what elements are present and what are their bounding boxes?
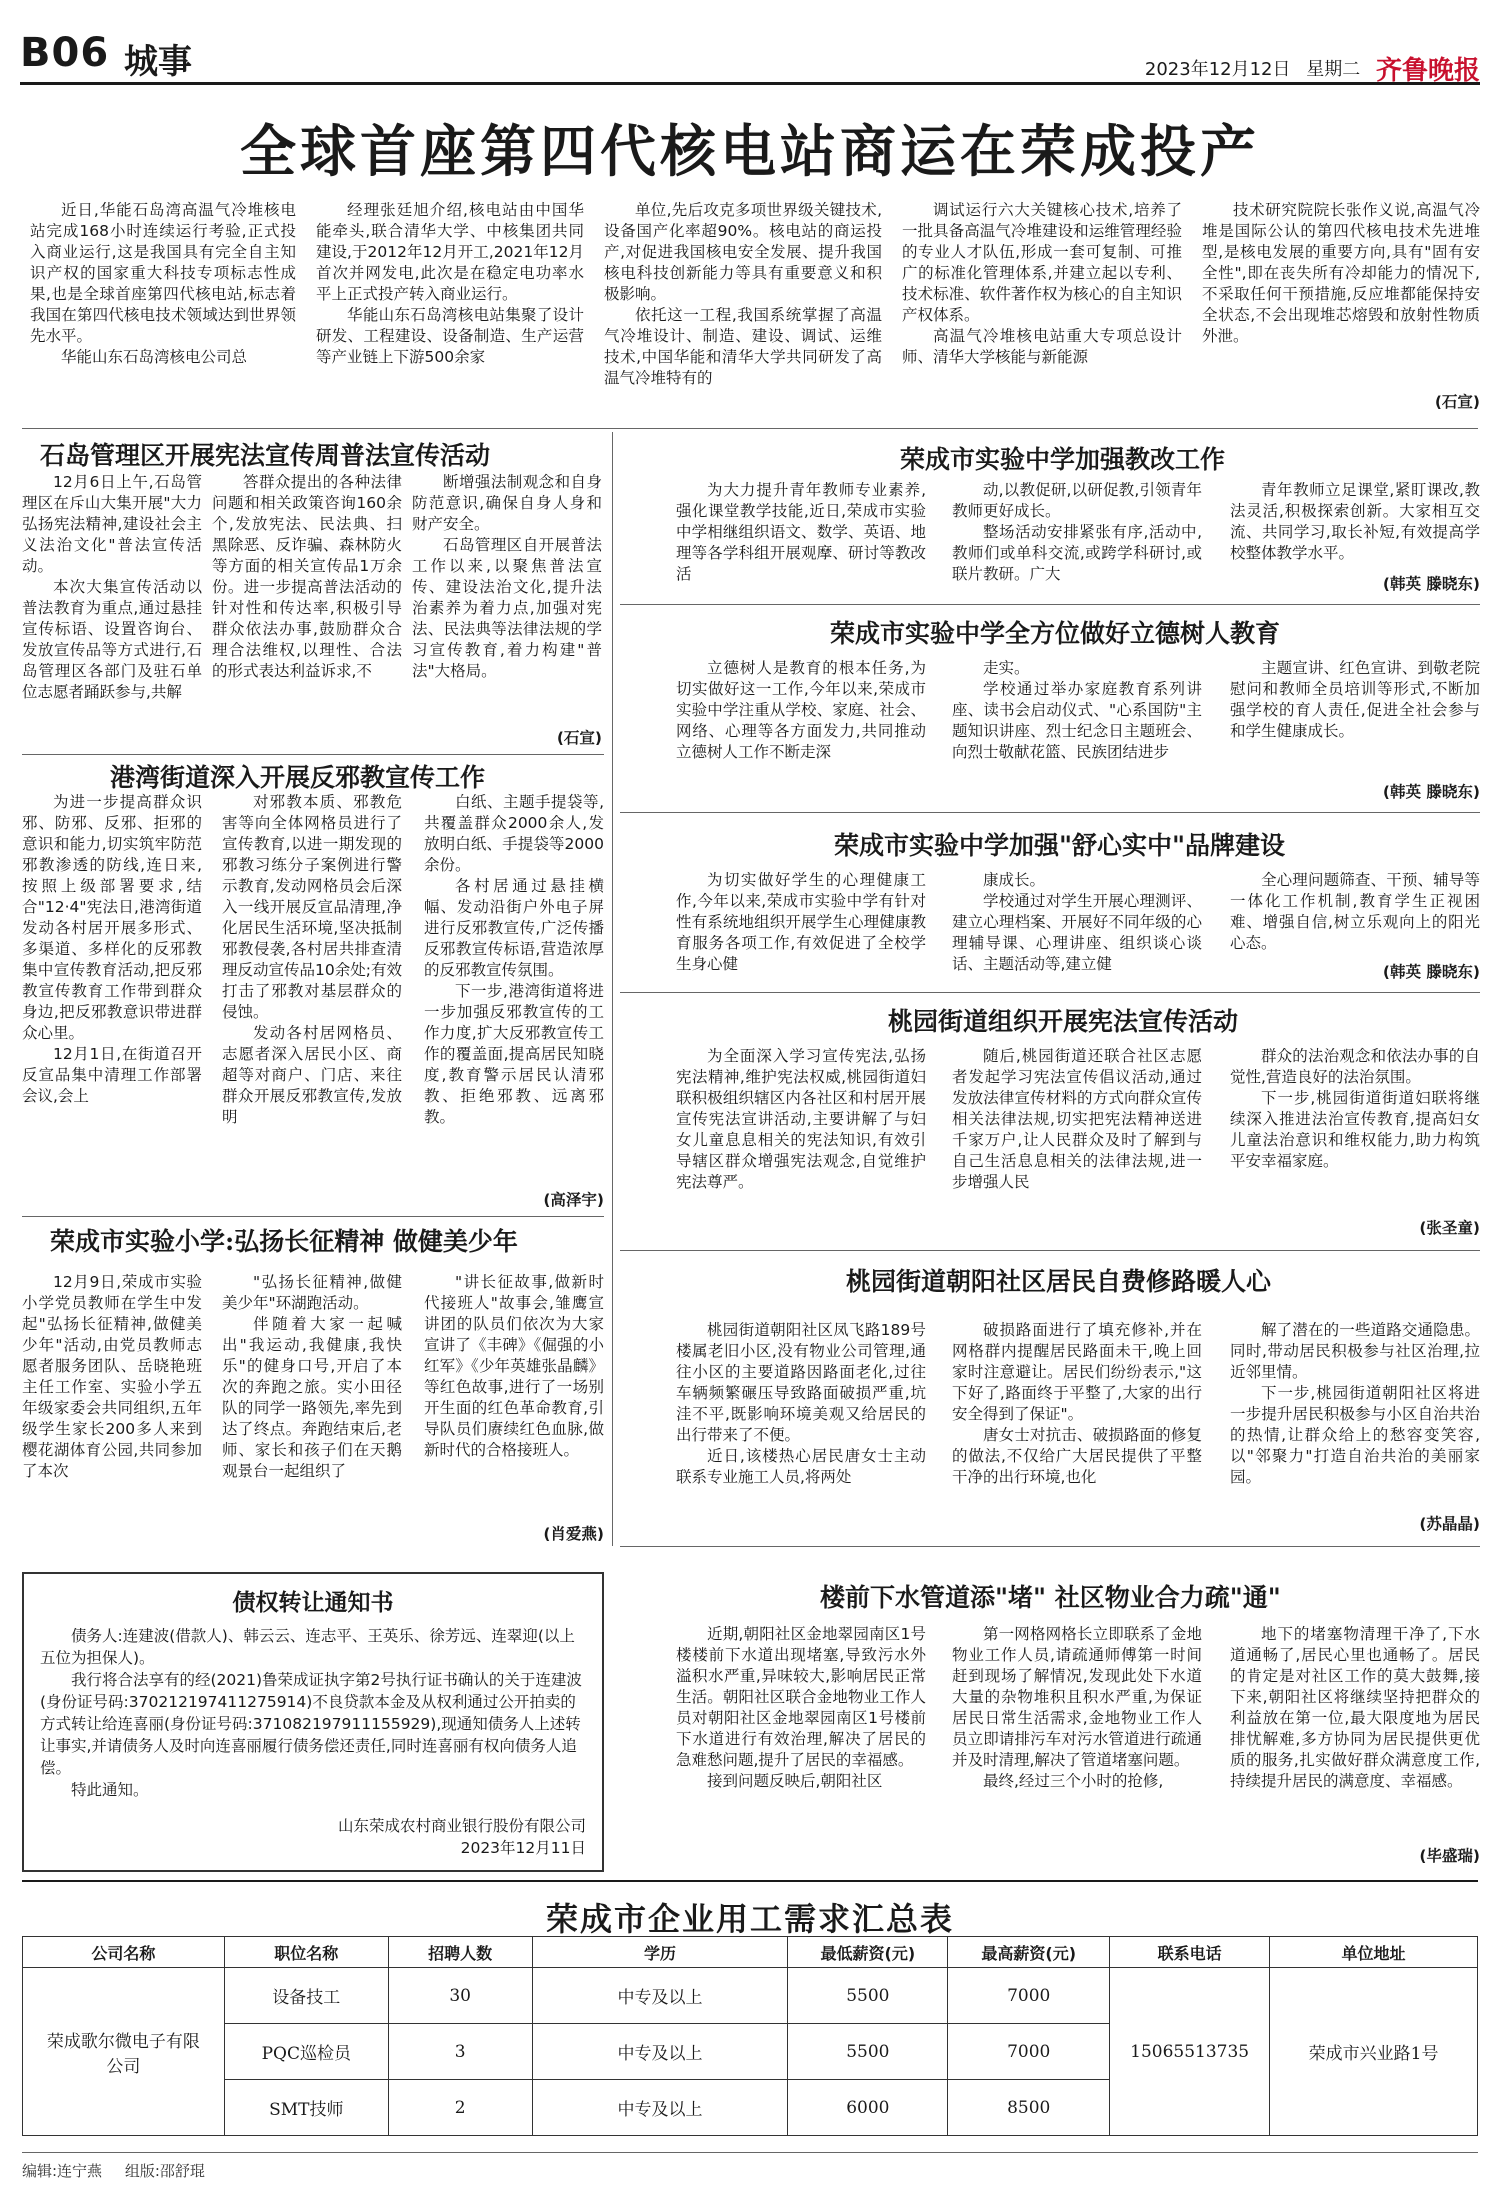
page-footer (22, 2160, 223, 2181)
issue-weekday: 星期二 (1306, 59, 1361, 80)
a1-col-1: 12月6日上午,石岛管理区在斥山大集开展"大力弘扬宪法精神,建设社会主义法治文化"普法宣传活动。 本次大集宣传活动以普法教育为重点,通过悬挂宣传标语、设置咨询台、发放宣传品等方式进行,石岛管理区各部门及驻石单位志愿者踊跃参与,共解 (22, 473, 202, 701)
article-b6-title: 楼前下水管道添"堵" 社区物业合力疏"通" (820, 1583, 1281, 1612)
col-header: 学历 (532, 1937, 788, 1968)
col-header: 招聘人数 (388, 1937, 532, 1968)
article-b4-title: 桃园街道组织开展宪法宣传活动 (888, 1007, 1239, 1036)
lead-headline: 全球首座第四代核电站商运在荣成投产 (240, 119, 1260, 185)
b6-byline: (毕盛瑞) (1419, 1847, 1480, 1865)
company-name: 荣成歌尔微电子有限公司 (23, 1968, 225, 2136)
edu-cell: 中专及以上 (532, 2024, 788, 2080)
b4-col-1: 为全面深入学习宣传宪法,弘扬宪法精神,维护宪法权威,桃园街道妇联积极组织辖区内各社区和村居开展宣传宪法宣讲活动,主要讲解了与妇女儿童息息相关的宪法知识,有效引导辖区群众增强宪法观念,自觉维护宪法尊严。 (676, 1047, 926, 1191)
min-salary-cell: 5500 (788, 1968, 948, 2024)
max-salary-cell: 7000 (948, 1968, 1110, 2024)
lead-col-1: 近日,华能石岛湾高温气冷堆核电站完成168小时连续运行考验,正式投入商业运行,这是我国具有完全自主知识产权的国家重大科技专项标志性成果,也是全球首座第四代核电站,标志着我国在第四代核电技术领域达到世界领先水平。 华能山东石岛湾核电公司总 (30, 201, 296, 366)
b6-col-1: 近期,朝阳社区金地翠园南区1号楼楼前下水道出现堵塞,导致污水外溢积水严重,异味较大,影响居民正常生活。朝阳社区联合金地物业工作人员对朝阳社区金地翠园南区1号楼前下水道进行有效治理,解决了居民的急难愁问题,提升了居民的幸福感。 接到问题反映后,朝阳社区 (676, 1625, 926, 1790)
b2-col-3: 主题宣讲、红色宣讲、到敬老院慰问和教师全员培训等形式,不断加强学校的育人责任,促进全社会参与和学生健康成长。 (1230, 659, 1480, 740)
jobs-table (22, 1936, 1478, 2136)
a1-col-2: 答群众提出的各种法律问题和相关政策咨询160余个,发放宪法、民法典、扫黑除恶、反诈骗、森林防火等方面的相关宣传品1万余份。进一步提高普法活动的针对性和传达率,积极引导群众依法办事,鼓励群众合理合法维权,以理性、合法的形式表达利益诉求,不 (212, 473, 402, 680)
col-header: 最低薪资(元) (788, 1937, 948, 1968)
count-cell: 3 (388, 2024, 532, 2080)
a2-col-1: 为进一步提高群众识邪、防邪、反邪、拒邪的意识和能力,切实筑牢防范邪教渗透的防线,连日来,按照上级部署要求,结合"12·4"宪法日,港湾街道发动各村居开展多形式、多渠道、多样化的反邪教集中宣传教育活动,把反邪教宣传教育工作带到群众身边,把反邪教意识带进群众心里。 12月1日,在街道召开反宣品集中清理工作部署会议,会上 (22, 793, 202, 1105)
b3-byline: (韩英 滕晓东) (1382, 963, 1480, 981)
count-cell: 2 (388, 2080, 532, 2136)
b1-col-2: 动,以教促研,以研促教,引领青年教师更好成长。 整场活动安排紧张有序,活动中,教师们或单科交流,或跨学科研讨,或联片教研。广大 (952, 481, 1202, 583)
article-a1-title: 石岛管理区开展宪法宣传周普法宣传活动 (40, 441, 491, 470)
b6-col-2: 第一网格网格长立即联系了金地物业工作人员,请疏通师傅第一时间赶到现场了解情况,发现此处下水道大量的杂物堆积且积水严重,为保证居民日常生活需求,金地物业工作人员立即请排污车对污水管道进行疏通并及时清理,解决了管道堵塞问题。 最终,经过三个小时的抢修, (952, 1625, 1202, 1790)
lead-col-5: 技术研究院院长张作义说,高温气冷堆是国际公认的第四代核电技术先进堆型,是核电发展的重要方向,具有"固有安全性",即在丧失所有冷却能力的情况下,不采取任何干预措施,反应堆都能保持安全状态,不会出现堆芯熔毁和放射性物质外泄。 (1202, 201, 1480, 345)
b2-col-1: 立德树人是教育的根本任务,为切实做好这一工作,今年以来,荣成市实验中学注重从学校、家庭、社会、网络、心理等各方面发力,共同推动立德树人工作不断走深 (676, 659, 926, 761)
max-salary-cell: 8500 (948, 2080, 1110, 2136)
b1-byline: (韩英 滕晓东) (1382, 575, 1480, 593)
contact-phone: 15065513735 (1110, 1968, 1270, 2136)
article-b1-title: 荣成市实验中学加强教改工作 (900, 445, 1226, 474)
header-meta (1135, 46, 1480, 86)
lead-byline: (石宣) (1434, 393, 1480, 411)
max-salary-cell: 7000 (948, 2024, 1110, 2080)
lead-col-3: 单位,先后攻克多项世界级关键技术,设备国产化率超90%。核电站的商运投产,对促进我国核电安全发展、提升我国核电科技创新能力等具有重要意义和积极影响。 依托这一工程,我国系统掌握了高温气冷堆设计、制造、建设、调试、运维技术,中国华能和清华大学共同研发了高温气冷堆特有的 (604, 201, 882, 387)
a3-byline: (肖爱燕) (543, 1525, 604, 1543)
col-header: 公司名称 (23, 1937, 225, 1968)
a3-col-1: 12月9日,荣成市实验小学党员教师在学生中发起"弘扬长征精神,做健美少年"活动,由党员教师志愿者服务团队、岳晓艳班主任工作室、实验小学五年级家委会共同组织,五年级学生家长200多人来到樱花湖体育公园,共同参加了本次 (22, 1273, 202, 1480)
a3-col-3: "讲长征故事,做新时代接班人"故事会,雏鹰宣讲团的队员们依次为大家宣讲了《丰碑》《倔强的小红军》《少年英雄张晶麟》等红色故事,进行了一场别开生面的红色革命教育,引导队员们赓续红色血脉,做新时代的合格接班人。 (424, 1273, 604, 1459)
page-header (20, 24, 1480, 85)
b2-col-2: 走实。 学校通过举办家庭教育系列讲座、读书会启动仪式、"心系国防"主题知识讲座、烈士纪念日主题班会、向烈士敬献花篮、民族团结进步 (952, 659, 1202, 761)
a2-byline: (高泽宇) (543, 1191, 604, 1209)
col-header: 单位地址 (1270, 1937, 1478, 1968)
a2-col-3: 白纸、主题手提袋等,共覆盖群众2000余人,发放明白纸、手提袋等2000余份。 各村居通过悬挂横幅、发动沿街户外电子屏进行反邪教宣传,广泛传播反邪教宣传标语,营造浓厚的反邪教宣传氛围。 下一步,港湾街道将进一步加强反邪教宣传的工作力度,扩大反邪教宣传工作的覆盖面,提高居民知晓度,教育警示居民认清邪教、拒绝邪教、远离邪教。 (424, 793, 604, 1126)
col-header: 最高薪资(元) (948, 1937, 1110, 1968)
b4-col-3: 群众的法治观念和依法办事的自觉性,营造良好的法治氛围。 下一步,桃园街道街道妇联将继续深入推进法治宣传教育,提高妇女儿童法治意识和维权能力,助力构筑平安幸福家庭。 (1230, 1047, 1480, 1170)
b3-col-2: 康成长。 学校通过对学生开展心理测评、建立心理档案、开展好不同年级的心理辅导课、心理讲座、组织谈心谈话、主题活动等,建立健 (952, 871, 1202, 973)
table-header-row (23, 1937, 1478, 1968)
table-row (23, 1968, 1478, 2024)
a1-byline: (石宣) (556, 729, 602, 747)
issue-date: 2023年12月12日 (1144, 59, 1291, 80)
b4-col-2: 随后,桃园街道还联合社区志愿者发起学习宪法宣传倡议活动,通过发放法律宣传材料的方式向群众宣传相关法律法规,切实把宪法精神送进千家万户,让人民群众及时了解到与自己生活息息相关的法律法规,进一步增强人民 (952, 1047, 1202, 1191)
col-header: 联系电话 (1110, 1937, 1270, 1968)
b4-byline: (张圣童) (1419, 1219, 1480, 1237)
b5-col-3: 解了潜在的一些道路交通隐患。同时,带动居民积极参与社区治理,拉近邻里情。 下一步,桃园街道朝阳社区将进一步提升居民积极参与小区自治共治的热情,让群众给上的愁容变笑容,以"邻聚力"打造自治共治的美丽家园。 (1230, 1321, 1480, 1486)
position-cell: PQC巡检员 (224, 2024, 388, 2080)
newspaper-logo: 齐鲁晚报 (1375, 56, 1480, 86)
jobs-table-title: 荣成市企业用工需求汇总表 (545, 1900, 954, 1938)
col-header: 职位名称 (224, 1937, 388, 1968)
company-address: 荣成市兴业路1号 (1270, 1968, 1478, 2136)
b3-col-3: 全心理问题筛查、干预、辅导等一体化工作机制,教育学生正视困难、增强自信,树立乐观向上的阳光心态。 (1230, 871, 1480, 952)
edu-cell: 中专及以上 (532, 1968, 788, 2024)
editor-credit: 编辑:连宁燕 (22, 2162, 103, 2180)
article-b5-title: 桃园街道朝阳社区居民自费修路暖人心 (846, 1267, 1272, 1296)
count-cell: 30 (388, 1968, 532, 2024)
a2-col-2: 对邪教本质、邪教危害等向全体网格员进行了宣传教育,以进一期发现的邪教习练分子案例进行警示教育,发动网格员会后深入一线开展反宣品清理,净化居民生活环境,坚决抵制邪教侵袭,各村居共排查清理反动宣传品10余处;有效打击了邪教对基层群众的侵蚀。 发动各村居网格员、志愿者深入居民小区、商超等对商户、门店、来往群众开展反邪教宣传,发放明 (222, 793, 402, 1126)
min-salary-cell: 6000 (788, 2080, 948, 2136)
layout-credit: 组版:邵舒琨 (124, 2162, 205, 2180)
b5-byline: (苏晶晶) (1419, 1515, 1480, 1533)
b6-col-3: 地下的堵塞物清理干净了,下水道通畅了,居民心里也通畅了。居民的肯定是对社区工作的莫大鼓舞,接下来,朝阳社区将继续坚持把群众的利益放在第一位,最大限度地为居民排忧解难,多方协同为居民提供更优质的服务,扎实做好群众满意度工作,持续提升居民的满意度、幸福感。 (1230, 1625, 1480, 1790)
min-salary-cell: 5500 (788, 2024, 948, 2080)
lead-col-2: 经理张廷旭介绍,核电站由中国华能牵头,联合清华大学、中核集团共同建设,于2012年12月开工,2021年12月首次并网发电,此次是在稳定电功率水平上正式投产转入商业运行。 华能山东石岛湾核电站集聚了设计研发、工程建设、设备制造、生产运营等产业链上下游500余家 (316, 201, 584, 366)
position-cell: SMT技师 (224, 2080, 388, 2136)
position-cell: 设备技工 (224, 1968, 388, 2024)
a1-col-3: 断增强法制观念和自身防范意识,确保自身人身和财产安全。 石岛管理区自开展普法工作以来,以聚焦普法宣传、建设法治文化,提升法治素养为着力点,加强对宪法、民法典等法律法规的学习宣传教育,着力构建"普法"大格局。 (412, 473, 602, 680)
notice-body: 债务人:连建波(借款人)、韩云云、连志平、王英乐、徐芳远、连翠迎(以上五位为担保人)。 我行将合法享有的经(2021)鲁荣成证执字第2号执行证书确认的关于连建波(身份证号码:370212197411275914)不良贷款本金及从权利通过公开拍卖的方式转让给连喜丽(身份证号码:371082197911155929),现通知债务人上述转让事实,并请债务人及时向连喜丽履行债务偿还责任,同时连喜丽有权向债务人追偿。 特此通知。 (40, 1627, 582, 1799)
page-number: B06 (20, 30, 110, 76)
debt-transfer-notice (22, 1572, 604, 1872)
a3-col-2: "弘扬长征精神,做健美少年"环湖跑活动。 伴随着大家一起喊出"我运动,我健康,我快乐"的健身口号,开启了本次的奔跑之旅。实小田径队的同学一路领先,率先到达了终点。奔跑结束后,老师、家长和孩子们在天鹅观景台一起组织了 (222, 1273, 402, 1480)
article-a3-title: 荣成市实验小学:弘扬长征精神 做健美少年 (50, 1227, 518, 1256)
article-b2-title: 荣成市实验中学全方位做好立德树人教育 (830, 619, 1281, 648)
b2-byline: (韩英 滕晓东) (1382, 783, 1480, 801)
edu-cell: 中专及以上 (532, 2080, 788, 2136)
notice-title: 债权转让通知书 (232, 1589, 394, 1616)
b1-col-3: 青年教师立足课堂,紧盯课改,教法灵活,积极探索创新。大家相互交流、共同学习,取长补短,有效提高学校整体教学水平。 (1230, 481, 1480, 562)
b1-col-1: 为大力提升青年教师专业素养,强化课堂教学技能,近日,荣成市实验中学相继组织语文、数学、英语、地理等各学科组开展观摩、研讨等教改活 (676, 481, 926, 583)
article-b3-title: 荣成市实验中学加强"舒心实中"品牌建设 (834, 831, 1286, 860)
article-a2-title: 港湾街道深入开展反邪教宣传工作 (110, 763, 486, 792)
section-name: 城事 (124, 42, 192, 82)
b5-col-1: 桃园街道朝阳社区凤飞路189号楼属老旧小区,没有物业公司管理,通往小区的主要道路因路面老化,过往车辆频繁碾压导致路面破损严重,坑洼不平,既影响环境美观又给居民的出行带来了不便。 近日,该楼热心居民唐女士主动联系专业施工人员,将两处 (676, 1321, 926, 1486)
notice-signature: 山东荣成农村商业银行股份有限公司 2023年12月11日 (337, 1817, 586, 1857)
lead-col-4: 调试运行六大关键核心技术,培养了一批具备高温气冷堆建设和运维管理经验的专业人才队伍,形成一套可复制、可推广的标准化管理体系,并建立起以专利、技术标准、软件著作权为核心的自主知识产权体系。 高温气冷堆核电站重大专项总设计师、清华大学核能与新能源 (902, 201, 1182, 366)
b5-col-2: 破损路面进行了填充修补,并在网格群内提醒居民路面未干,晚上回家时注意避让。居民们纷纷表示,"这下好了,路面终于平整了,大家的出行安全得到了保证"。 唐女士对抗击、破损路面的修复的做法,不仅给广大居民提供了平整干净的出行环境,也化 (952, 1321, 1202, 1486)
b3-col-1: 为切实做好学生的心理健康工作,今年以来,荣成市实验中学有针对性有系统地组织开展学生心理健康教育服务各项工作,有效促进了全校学生身心健 (676, 871, 926, 973)
